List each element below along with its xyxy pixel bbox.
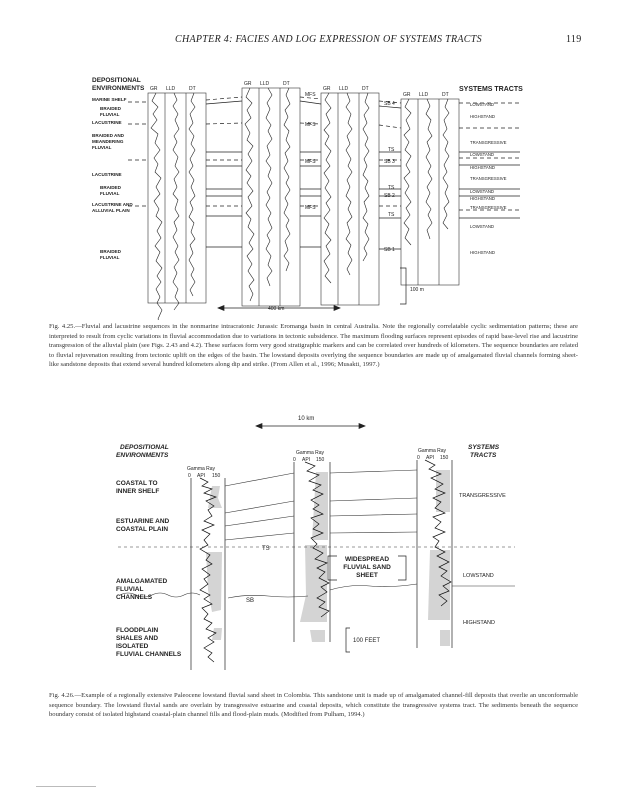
env-label: LACUSTRINE [92, 120, 122, 125]
systems-tract-label: TRANSGRESSIVE [459, 493, 506, 499]
env-label: INNER SHELF [116, 488, 160, 495]
env-label: CHANNELS [116, 594, 153, 601]
page-number: 119 [566, 34, 582, 45]
env-label: LACUSTRINE [92, 172, 122, 177]
caption-label: Fig. 4.26. [49, 692, 75, 699]
fig1-log-label: GR [244, 81, 252, 87]
env-label: FLUVIAL [100, 255, 120, 260]
env-label: LACUSTRINE AND [92, 202, 133, 207]
env-label: COASTAL PLAIN [116, 526, 169, 533]
surface-label: SB 4 [384, 101, 395, 107]
surface-label: SB 3 [384, 159, 395, 165]
fig1-log-label: GR [403, 92, 411, 98]
fig2-left-title-2: ENVIRONMENTS [116, 452, 169, 459]
footer-rule [36, 786, 96, 787]
fig2-right-title-1: SYSTEMS [468, 444, 500, 451]
fig2-left-title-1: DEPOSITIONAL [120, 444, 169, 451]
systems-tract-label: HIGHSTAND [463, 620, 495, 626]
surface-label: MFS [305, 92, 316, 98]
fig1-distance-scale: 400 km [268, 306, 285, 312]
sheet-label: FLUVIAL SAND [343, 564, 391, 571]
env-label: FLUVIAL CHANNELS [116, 651, 182, 658]
surface-label: SB 2 [384, 193, 395, 199]
fig2-right-title-2: TRACTS [470, 452, 497, 459]
fig1-log-label: LLD [166, 86, 176, 92]
env-label: BRAIDED AND [92, 133, 124, 138]
systems-tract-label: TRANSGRESSIVE [470, 140, 507, 145]
ts-label: TS [262, 546, 270, 552]
fig1-left-title-2: ENVIRONMENTS [92, 85, 145, 92]
chapter-title: CHAPTER 4: FACIES AND LOG EXPRESSION OF SYSTEMS TRACTS [175, 34, 482, 45]
env-label: FLUVIAL [116, 586, 144, 593]
gamma-ray-label: Gamma Ray [187, 466, 216, 472]
fig1-log-label: LLD [260, 81, 270, 87]
fig1-log-label: LLD [339, 86, 349, 92]
fig1-right-title: SYSTEMS TRACTS [459, 86, 523, 93]
caption-text: —Example of a regionally extensive Paleocene lowstand fluvial sand sheet in Colombia. This sandstone unit is made up of amalgamated channel-fill deposits that overlie an unconformable sequence boundary. The lowstand fluvial sands are overlain by transgressive estuarine and coastal deposits, which constitute the transgressive systems tract. The sediments beneath the sequence boundary consist of isolated highstand coastal-plain channel fills and flood-plain muds. (Modified from Pulham, 1994.) [49, 692, 579, 719]
env-label: FLUVIAL [100, 112, 120, 117]
caption-text: —Fluvial and lacustrine sequences in the nonmarine intracratonic Jurassic Eromanga basin in central Australia. Note the regionally correlatable cyclic sedimentation patterns; these are interpreted to result from cyclic variations in fluvial accommodation due to variations in tectonic subsidence. The maximum flooding surfaces represent episodes of rapid base-level rise and lacustrine transgression of the alluvial plain (see Figs. 2.43 and 4.2). These surfaces form very good stratigraphic markers and can be correlated over hundreds of kilometers. The sequence boundaries are related to fluvial rejuvenation resulting from tectonic uplift on the edges of the basin. The lowstand deposits overlying the sequence boundaries are made up of amalgamated fluvial channels forming sheet-like sandstone deposits that extend several hundred kilometers along dip and strike. (From Allen et al., 1996; Musakti, 1997.) [49, 323, 578, 369]
api-max: 150 [440, 455, 449, 461]
systems-tract-label: HIGHSTAND [470, 114, 495, 119]
api-max: 150 [316, 457, 325, 463]
env-label: MARINE SHELF [92, 97, 127, 102]
figure-4-26-caption [49, 691, 578, 720]
api-max: 150 [212, 473, 221, 479]
figure-4-25 [0, 0, 617, 320]
gamma-ray-label: Gamma Ray [296, 450, 325, 456]
surface-label: SB 1 [384, 247, 395, 253]
figure-4-26 [0, 390, 617, 690]
sb-label: SB [246, 598, 255, 604]
systems-tract-label: LOWSTAND [463, 573, 494, 579]
api-zero: 0 [188, 473, 191, 479]
sheet-label: WIDESPREAD [344, 556, 390, 563]
systems-tract-label: LOWSTAND [470, 224, 495, 229]
surface-label: MFS [305, 205, 316, 211]
env-label: BRAIDED [100, 185, 121, 190]
sheet-label: SHEET [356, 572, 378, 579]
surface-label: MFS [305, 122, 316, 128]
env-label: BRAIDED [100, 106, 121, 111]
surface-label: TS [388, 185, 395, 191]
fig1-vertical-scale: 100 m [410, 287, 424, 293]
fig1-log-label: GR [150, 86, 158, 92]
env-label: AMALGAMATED [116, 578, 168, 585]
gamma-ray-label: Gamma Ray [418, 448, 447, 454]
api-label: API [302, 457, 311, 463]
env-label: BRAIDED [100, 249, 121, 254]
systems-tract-label: LOWSTAND [470, 102, 495, 107]
env-label: ESTUARINE AND [116, 518, 170, 525]
env-label: ALLUVIAL PLAIN [92, 208, 130, 213]
systems-tract-label: LOWSTAND [470, 189, 495, 194]
systems-tract-label: LOWSTAND [470, 152, 495, 157]
fig2-vertical-scale: 100 FEET [353, 638, 381, 644]
figure-4-25-caption [49, 322, 578, 370]
surface-label: TS [388, 212, 395, 218]
fig1-log-label: DT [189, 86, 196, 92]
surface-label: MFS [305, 159, 316, 165]
systems-tract-label: HIGHSTAND [470, 196, 495, 201]
fig1-log-label: DT [442, 92, 449, 98]
systems-tract-label: TRANSGRESSIVE [470, 205, 507, 210]
fig1-log-label: GR [323, 86, 331, 92]
surface-label: TS [388, 147, 395, 153]
systems-tract-label: HIGHSTAND [470, 165, 495, 170]
env-label: SHALES AND [116, 635, 159, 642]
fig1-left-title-1: DEPOSITIONAL [92, 77, 141, 84]
api-label: API [426, 455, 435, 461]
env-label: FLUVIAL [92, 145, 112, 150]
systems-tract-label: HIGHSTAND [470, 250, 495, 255]
systems-tract-label: TRANSGRESSIVE [470, 176, 507, 181]
fig1-log-label: DT [362, 86, 369, 92]
env-label: ISOLATED [116, 643, 149, 650]
env-label: COASTAL TO [116, 480, 158, 487]
fig1-log-label: DT [283, 81, 290, 87]
env-label: MEANDERING [92, 139, 124, 144]
caption-label: Fig. 4.25. [49, 323, 76, 330]
env-label: FLUVIAL [100, 191, 120, 196]
api-zero: 0 [293, 457, 296, 463]
api-zero: 0 [417, 455, 420, 461]
api-label: API [197, 473, 206, 479]
env-label: FLOODPLAIN [116, 627, 159, 634]
fig2-distance-scale: 10 km [298, 416, 315, 422]
fig1-log-label: LLD [419, 92, 429, 98]
